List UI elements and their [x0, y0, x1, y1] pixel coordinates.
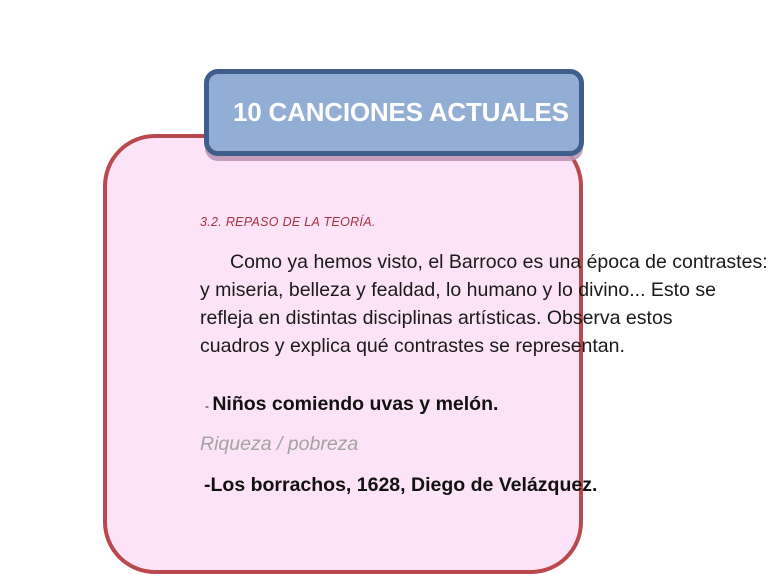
- body-paragraph: [200, 248, 768, 360]
- body-line: y miseria, belleza y fealdad, lo humano y lo divino... Esto se: [200, 279, 716, 301]
- body-line: Como ya hemos visto, el Barroco es una época de contrastes:: [230, 251, 768, 273]
- painting-item-title: -Los borrachos, 1628, Diego de Velázquez.: [204, 474, 598, 496]
- item-dash: -: [205, 399, 213, 413]
- painting-item: [205, 393, 498, 416]
- painting-answer: Riqueza / pobreza: [200, 433, 359, 455]
- page-title: 10 CANCIONES ACTUALES: [233, 97, 569, 127]
- body-line: refleja en distintas disciplinas artísticas. Observa estos: [200, 307, 673, 329]
- painting-title: Niños comiendo uvas y melón.: [212, 393, 499, 415]
- section-heading: 3.2. REPASO DE LA TEORÍA.: [200, 215, 376, 229]
- body-line: cuadros y explica qué contrastes se representan.: [200, 335, 625, 357]
